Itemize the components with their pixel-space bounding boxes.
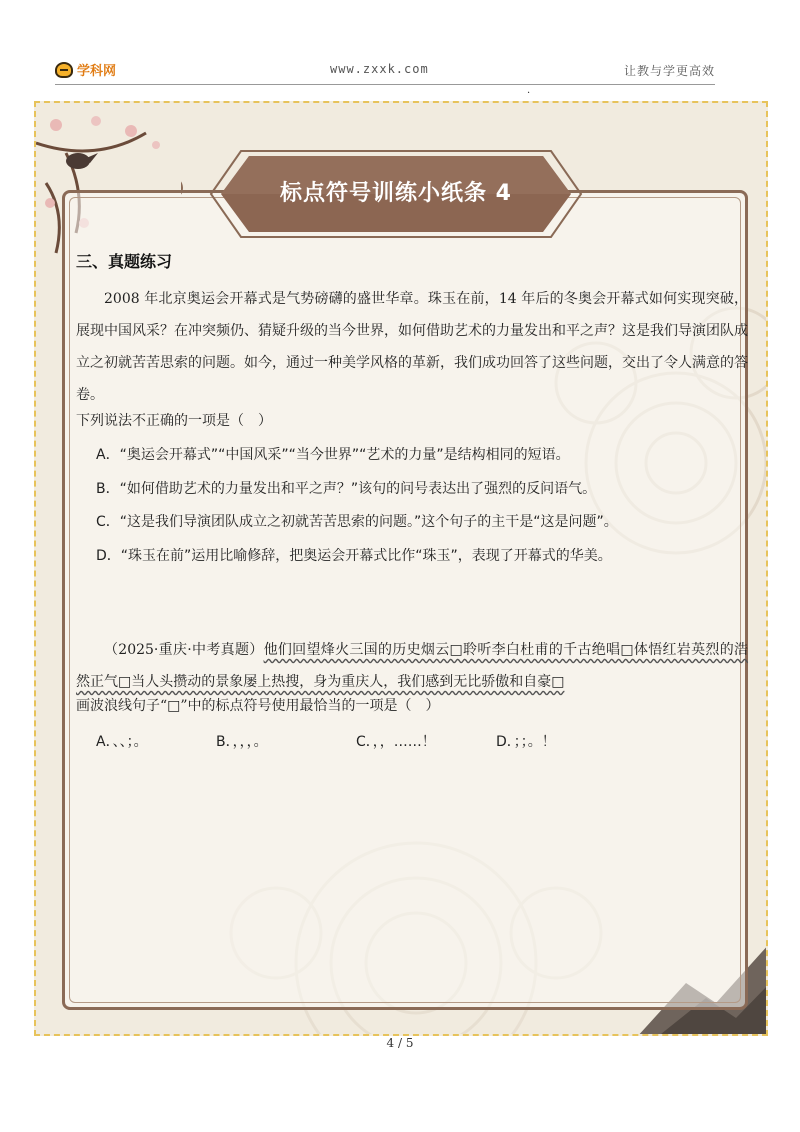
q2-option-d: D．；；。！ (496, 734, 556, 750)
q2-option-c: C．，，……！ (356, 734, 436, 750)
q2-option-b: B．，，，。 (216, 734, 268, 750)
worksheet-content (36, 103, 768, 1036)
question2-prompt: 画波浪线句子“□”中的标点符号使用最恰当的一项是（ ） (76, 698, 440, 714)
worksheet-paper (34, 101, 768, 1036)
logo-text: 学科网 (77, 64, 117, 79)
site-url[interactable]: www.zxxk.com (330, 62, 429, 76)
site-logo[interactable] (55, 60, 116, 79)
page-number: 4 / 5 (386, 1036, 414, 1050)
option-b: B．“如何借助艺术的力量发出和平之声？”该句的问号表达出了强烈的反问语气。 (96, 481, 597, 497)
page-header (55, 56, 715, 85)
section-heading: 三、真题练习 (76, 252, 173, 271)
question2-wavy-text: 他们回望烽火三国的历史烟云□聆听李白杜甫的千古绝唱□体悟红岩英烈的浩然正气□当人头攒动的景象屡上热搜，身为重庆人，我们感到无比骄傲和自豪□ (76, 642, 749, 690)
stray-dot: · (527, 88, 531, 99)
question2-passage (76, 634, 748, 698)
logo-icon (55, 62, 73, 78)
reading-passage: 2008 年北京奥运会开幕式是气势磅礴的盛世华章。珠玉在前，14 年后的冬奥会开幕式如何实现突破，展现中国风采？在冲突频仍、猜疑升级的当今世界，如何借助艺术的力量发出和平之声？这是我们导演团队成立之初就苦苦思索的问题。如今，通过一种美学风格的革新，我们成功回答了这些问题，交出了令人满意的答卷。 (76, 291, 748, 403)
option-d: D．“珠玉在前”运用比喻修辞，把奥运会开幕式比作“珠玉”，表现了开幕式的华美。 (96, 548, 612, 564)
worksheet-title: 标点符号训练小纸条 4 (280, 181, 512, 206)
option-a: A．“奥运会开幕式”“中国风采”“当今世界”“艺术的力量”是结构相同的短语。 (96, 447, 570, 463)
q2-option-a: A．、、；。 (96, 734, 148, 750)
slogan: 让教与学更高效 (623, 64, 715, 78)
question-stem: 下列说法不正确的一项是（ ） (76, 413, 272, 429)
question2-source: （2025·重庆·中考真题） (104, 642, 264, 658)
option-c: C．“这是我们导演团队成立之初就苦苦思索的问题。”这个句子的主干是“这是问题”。 (96, 514, 618, 530)
